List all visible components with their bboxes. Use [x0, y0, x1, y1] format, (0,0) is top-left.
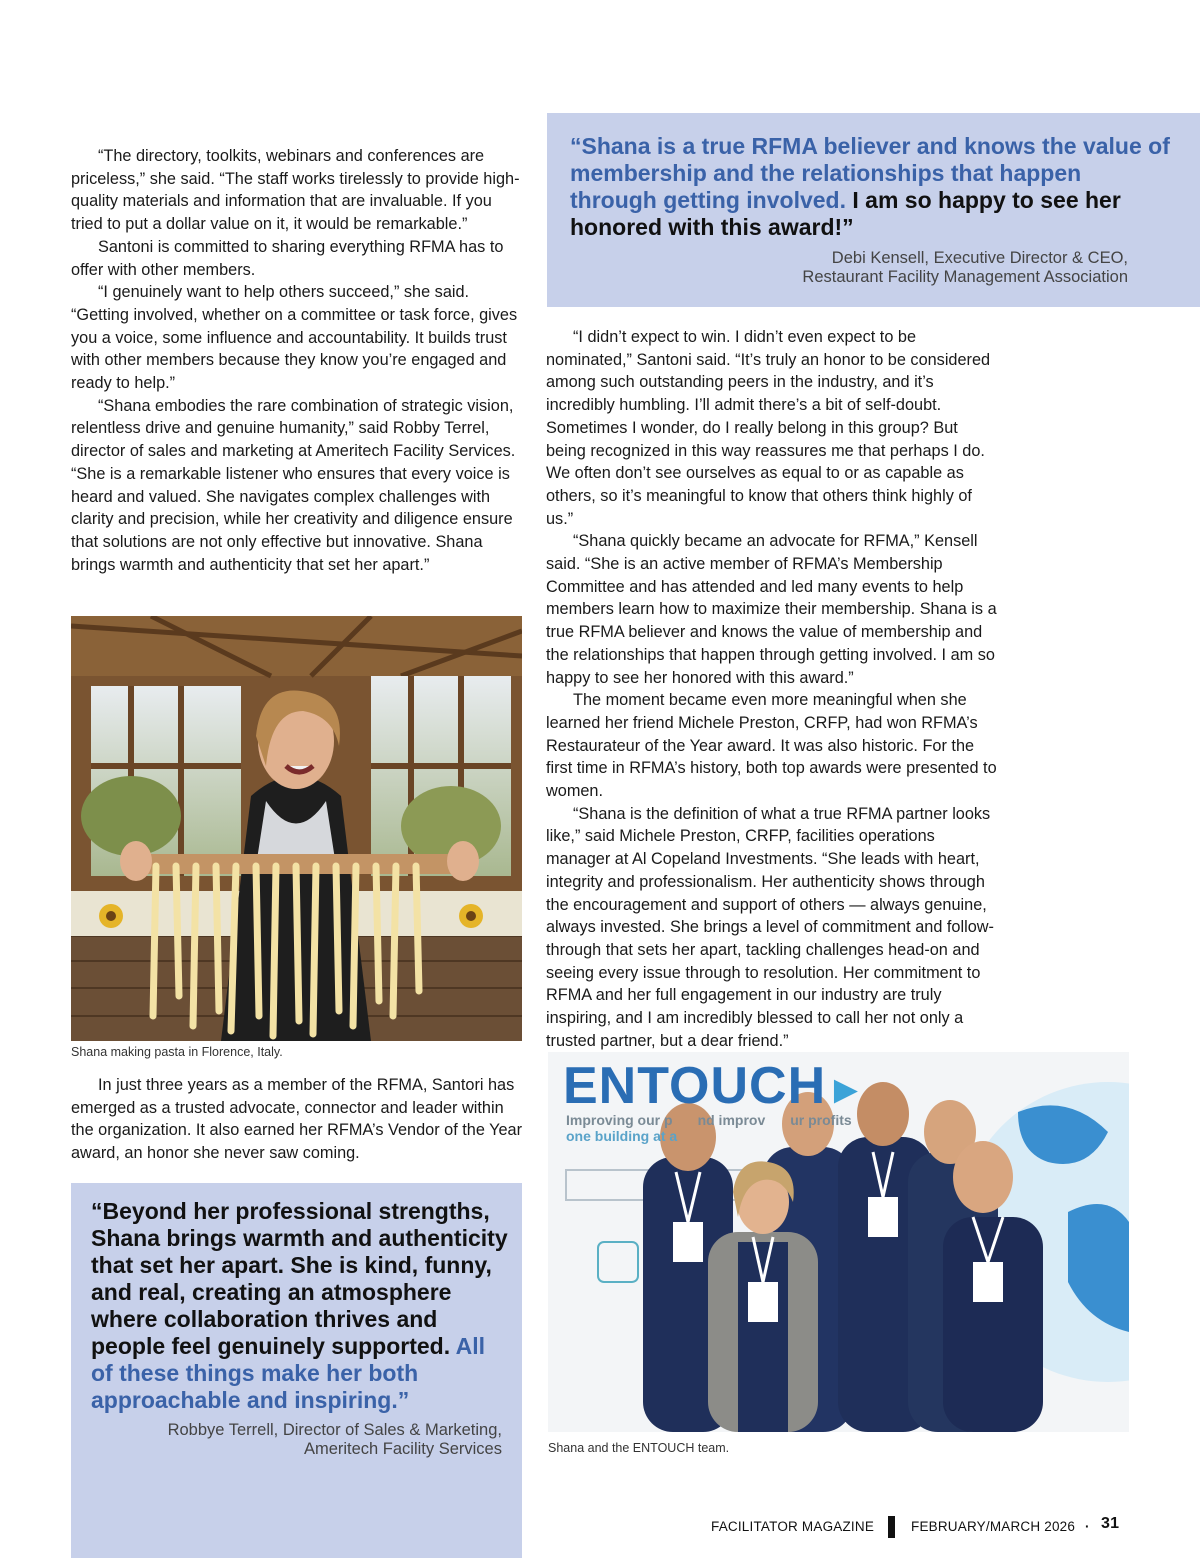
body-paragraph: “Shana quickly became an advocate for RFMA,” Kensell said. “She is an active member of RFMA’s Membership Committee and has attended and led many events to help members learn how to maximize their membership. Shana is a true RFMA believer and knows the value of membership and the relationships that happen through getting involved. I am so happy to see her honored with this award.” [546, 532, 997, 687]
left-column-bottom [71, 1074, 523, 1165]
attribution-line: Restaurant Facility Management Association [802, 268, 1128, 286]
pull-quote-attribution [802, 249, 1128, 287]
page-footer [660, 1515, 1120, 1539]
pull-quote-dark-text: I am so happy to see her honored with this award!” [570, 187, 1121, 240]
body-paragraph: “I didn’t expect to win. I didn’t even expect to be nominated,” Santoni said. “It’s truly an honor to be considered among such outstanding peers in the industry, and it’s incredibly humbling. I’ll admit there’s a bit of self-doubt. Sometimes I wonder, do I really belong in this group? But being recognized in this way reassures me that perhaps I do. We often don’t see ourselves as equal to or as capable as others, so it’s meaningful to know that others think highly of us.” [546, 328, 991, 528]
pasta-photo [71, 616, 522, 1041]
body-paragraph: “I genuinely want to help others succeed,” she said. “Getting involved, whether on a committee or task force, gives you a voice, some influence and accountability. It builds trust with other members because they know you’re engaged and ready to help.” [71, 283, 518, 393]
footer-separator: · [1085, 1519, 1090, 1534]
pull-quote-attribution [168, 1421, 502, 1459]
body-paragraph: Santoni is committed to sharing everything RFMA has to offer with other members. [71, 237, 504, 279]
pasta-photo-caption: Shana making pasta in Florence, Italy. [71, 1045, 283, 1059]
footer-issue-date: FEBRUARY/MARCH 2026 [911, 1519, 1076, 1534]
body-paragraph: “Shana embodies the rare combination of strategic vision, relentless drive and genuine humanity,” said Robby Terrel, director of sales and marketing at Ameritech Facility Services. “She is a remarkable listener who ensures that every voice is heard and valued. She navigates complex challenges with clarity and precision, while her creativity and diligence ensure that solutions are not only effective but innovative. Shana brings warmth and authenticity that set her apart.” [71, 396, 516, 574]
body-paragraph: In just three years as a member of the RFMA, Santori has emerged as a trusted advocate, connector and leader within the organization. It also earned her RFMA’s Vendor of the Year award, an honor she never saw coming. [71, 1076, 523, 1163]
body-paragraph: “The directory, toolkits, webinars and conferences are priceless,” she said. “The staff works tirelessly to provide high-quality materials and information that are invaluable. If you tried to put a dollar value on it, it would be remarkable.” [71, 147, 520, 234]
pull-quote-blue-text: “Shana is a true RFMA believer and knows the value of membership and the relationships that happen through getting involved. [570, 133, 1170, 213]
attribution-line: Robbye Terrell, Director of Sales & Marketing, [167, 1421, 502, 1439]
pull-quote-bottom [71, 1183, 522, 1558]
body-paragraph: The moment became even more meaningful when she learned her friend Michele Preston, CRFP, had won RFMA’s Restaurateur of the Year award. It was also historic. For the first time in RFMA’s history, both top awards were presented to women. [546, 691, 997, 801]
pull-quote-dark-text: “Beyond her professional strengths, Shana brings warmth and authenticity that set her apart. She is kind, funny, and real, creating an atmosphere where collaboration thrives and people feel genuinely supported. [91, 1198, 508, 1359]
team-photo-caption: Shana and the ENTOUCH team. [548, 1441, 730, 1455]
banner-tagline: Improving our p nd improv ur profits one building at a [566, 1112, 852, 1144]
pull-quote-top [547, 113, 1200, 307]
right-column [546, 326, 1002, 1053]
pull-quote-text [570, 133, 1170, 241]
footer-magazine-name: FACILITATOR MAGAZINE [711, 1519, 875, 1534]
attribution-line: Debi Kensell, Executive Director & CEO, [831, 249, 1128, 267]
body-paragraph: “Shana is the definition of what a true RFMA partner looks like,” said Michele Preston, CRFP, facilities operations manager at Al Copeland Investments. “She leads with heart, integrity and professionalism. Her authenticity shows through the encouragement and support of others — always genuine, always invested. She brings a level of commitment and follow-through that sets her apart, tackling challenges head-on and seeing every issue through to resolution. Her commitment to RFMA and her full engagement in our industry are truly inspiring, and I am incredibly blessed to call her not only a trusted partner, but a dear friend.” [546, 804, 994, 1050]
attribution-line: Ameritech Facility Services [303, 1440, 502, 1458]
pull-quote-text [91, 1198, 511, 1414]
page-number: 31 [1101, 1515, 1120, 1532]
left-column-top [71, 145, 523, 576]
pasta-photo-illustration [71, 616, 522, 1041]
entouch-logo: ENTOUCH► [563, 1057, 867, 1115]
team-photo [548, 1052, 1129, 1432]
pull-quote-blue-text: All of these things make her both approachable and inspiring.” [91, 1333, 486, 1413]
arrow-icon: ► [826, 1068, 867, 1112]
footer-divider [888, 1516, 895, 1538]
